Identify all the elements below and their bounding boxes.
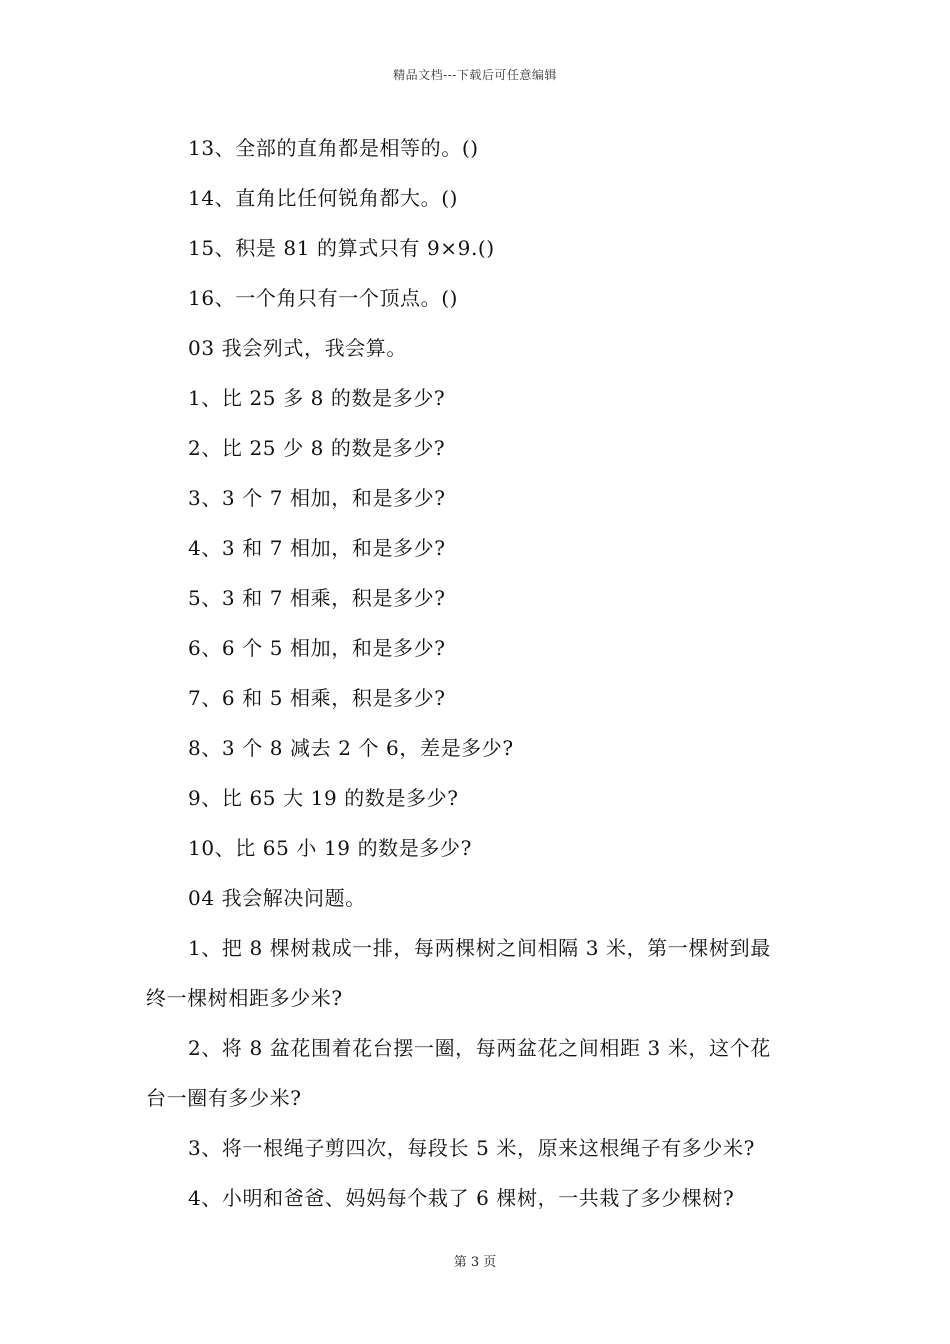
- calc-item-5: 5、3 和 7 相乘，积是多少?: [188, 586, 446, 610]
- problem-2-line-1: 2、将 8 盆花围着花台摆一圈，每两盆花之间相距 3 米，这个花: [188, 1036, 771, 1060]
- calc-item-7: 7、6 和 5 相乘，积是多少?: [188, 686, 446, 710]
- calc-item-8: 8、3 个 8 减去 2 个 6，差是多少?: [188, 736, 514, 760]
- page-footer: 第 3 页: [453, 1255, 497, 1270]
- problem-1-line-2: 终一棵树相距多少米?: [146, 986, 343, 1010]
- section-03-heading: 03 我会列式，我会算。: [188, 336, 408, 360]
- section-04-heading: 04 我会解决问题。: [188, 886, 366, 910]
- calc-item-3: 3、3 个 7 相加，和是多少?: [188, 486, 446, 510]
- calc-item-6: 6、6 个 5 相加，和是多少?: [188, 636, 446, 660]
- calc-item-10: 10、比 65 小 19 的数是多少?: [188, 836, 472, 860]
- page-header: 精品文档---下载后可任意编辑: [393, 68, 557, 82]
- calc-item-4: 4、3 和 7 相加，和是多少?: [188, 536, 446, 560]
- problem-3: 3、将一根绳子剪四次，每段长 5 米，原来这根绳子有多少米?: [188, 1136, 755, 1160]
- problem-2-line-2: 台一圈有多少米?: [146, 1086, 302, 1110]
- calc-item-2: 2、比 25 少 8 的数是多少?: [188, 436, 446, 460]
- item-14: 14、直角比任何锐角都大。(): [188, 186, 459, 210]
- calc-item-1: 1、比 25 多 8 的数是多少?: [188, 386, 446, 410]
- item-16: 16、一个角只有一个顶点。(): [188, 286, 459, 310]
- calc-item-9: 9、比 65 大 19 的数是多少?: [188, 786, 459, 810]
- problem-4: 4、小明和爸爸、妈妈每个栽了 6 棵树，一共栽了多少棵树?: [188, 1186, 735, 1210]
- item-13: 13、全部的直角都是相等的。(): [188, 136, 479, 160]
- problem-1-line-1: 1、把 8 棵树栽成一排，每两棵树之间相隔 3 米，第一棵树到最: [188, 936, 771, 960]
- item-15: 15、积是 81 的算式只有 9×9.(): [188, 236, 495, 260]
